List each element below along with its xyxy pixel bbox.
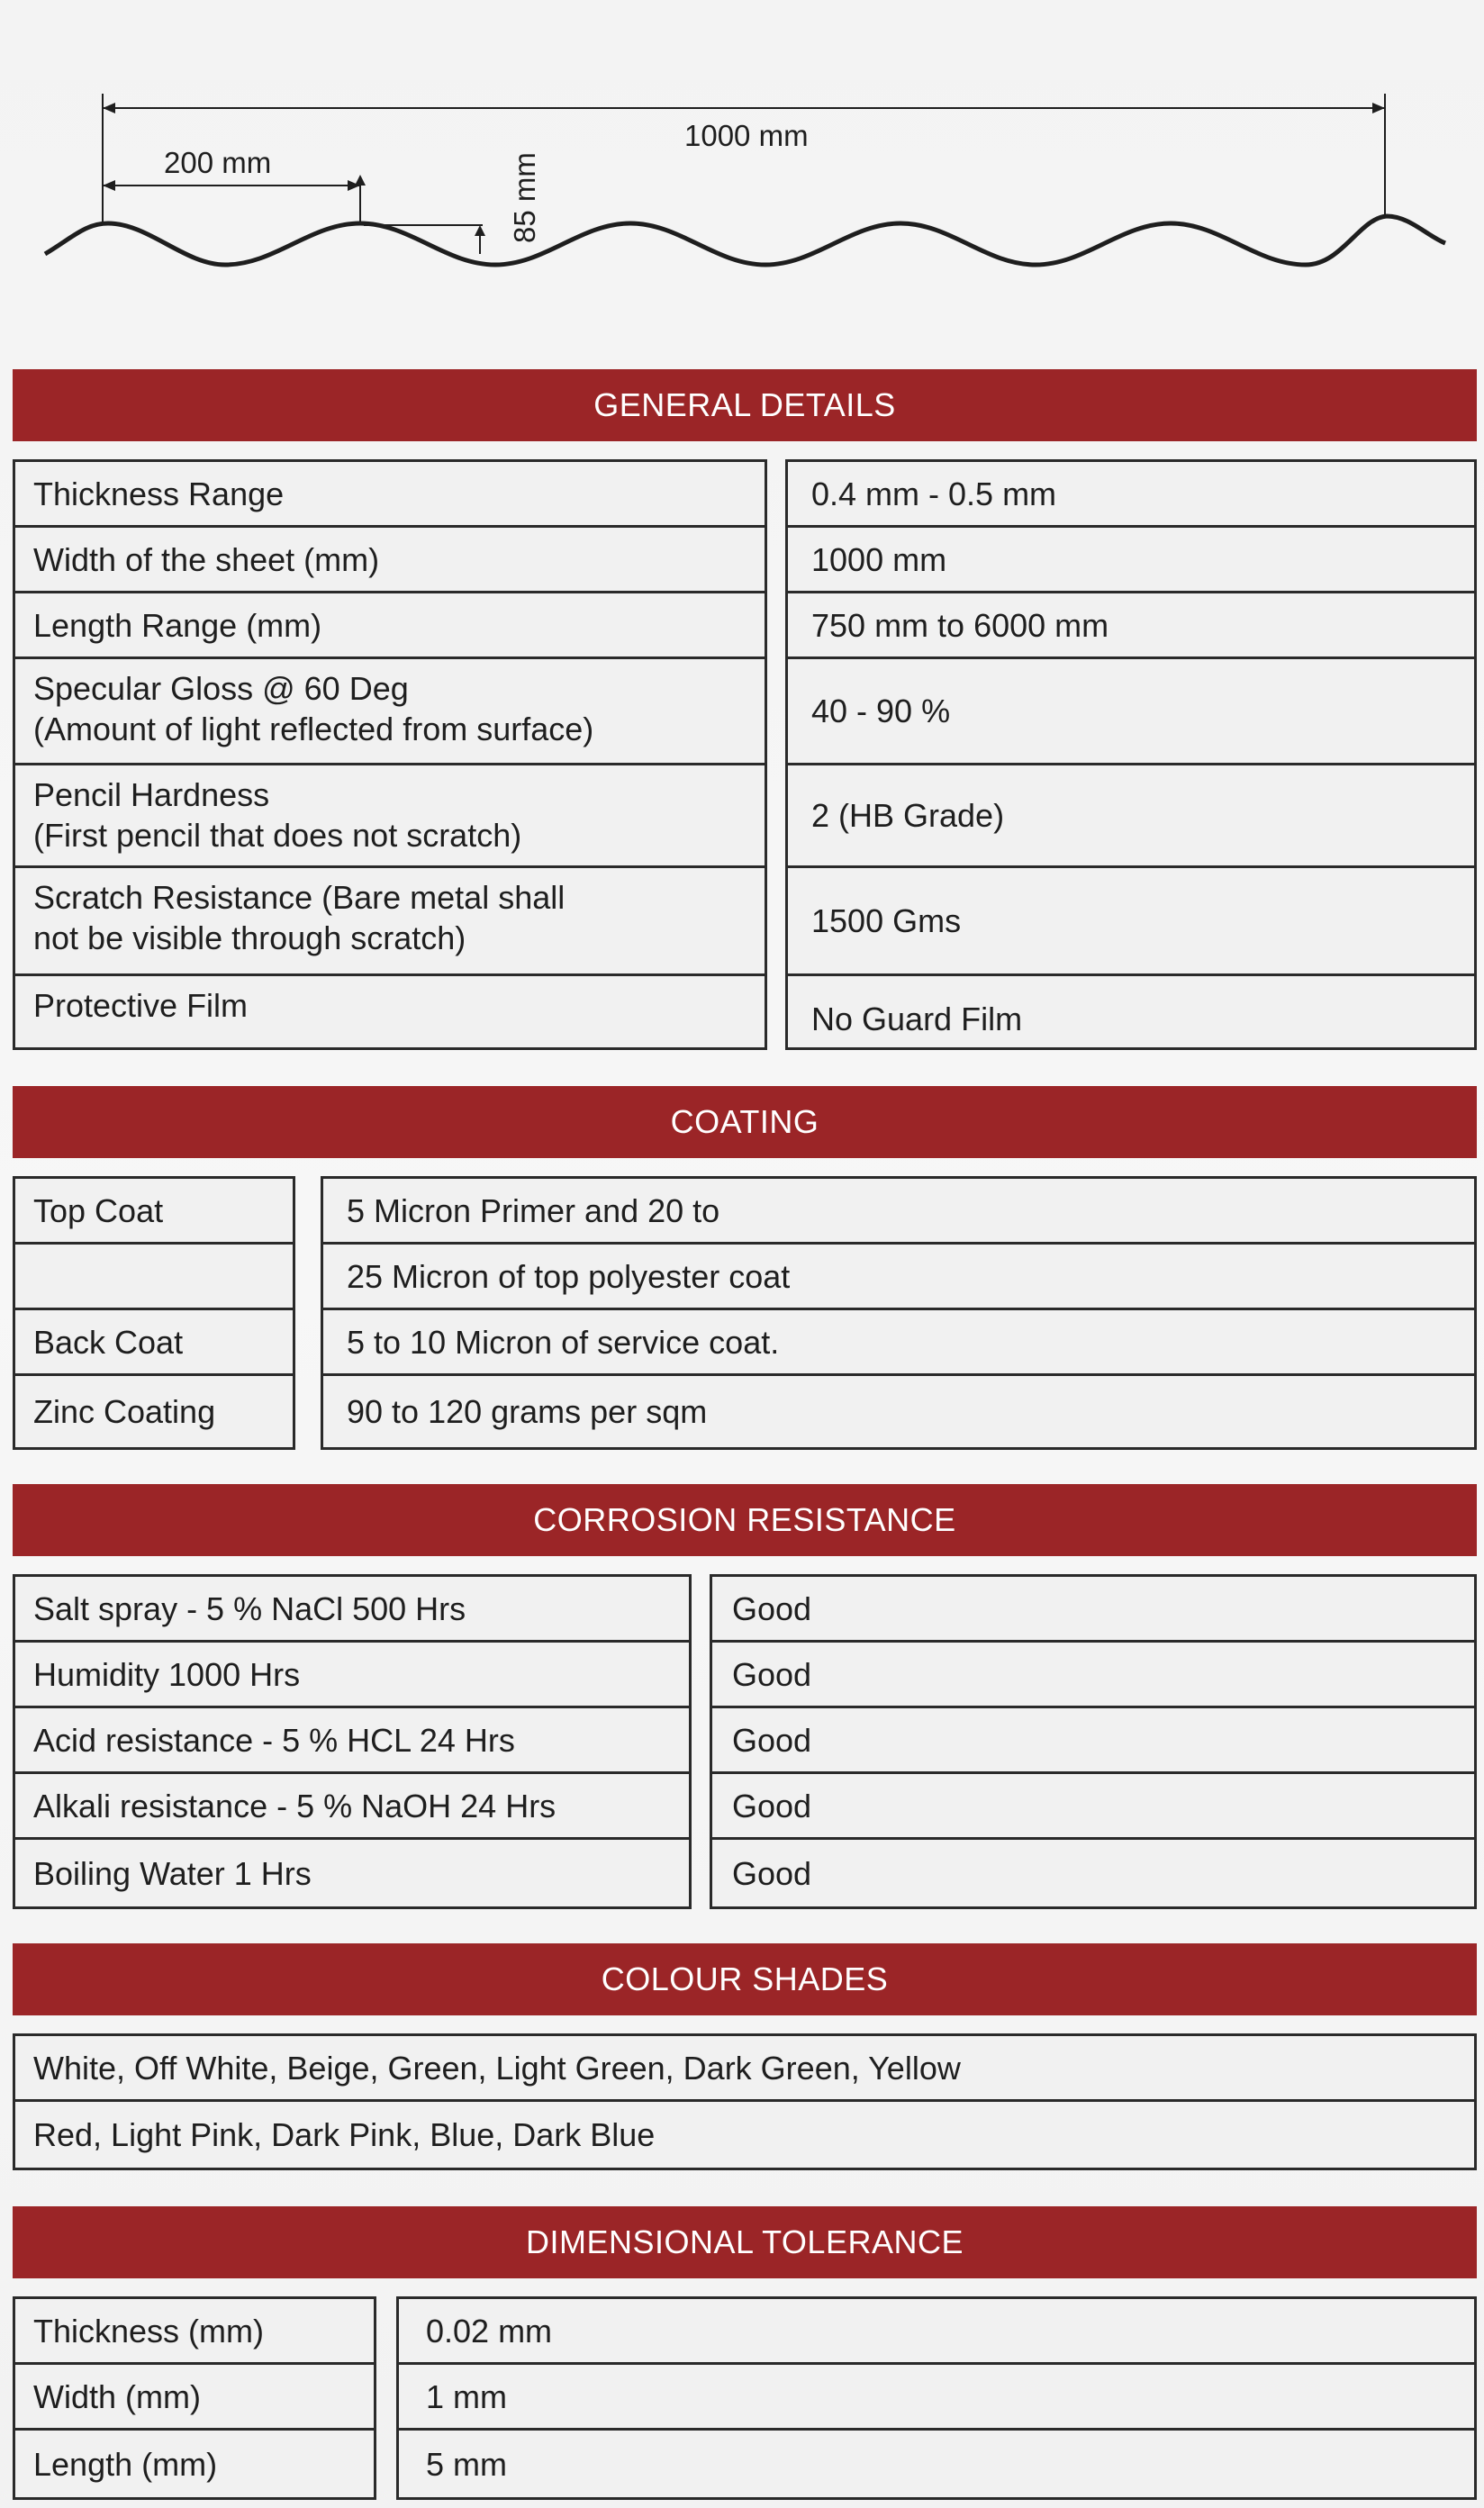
table-row: [15, 2299, 374, 2365]
spec-label: Length Range (mm): [33, 606, 322, 644]
table-row: [15, 2036, 1474, 2102]
table-row: [15, 593, 765, 659]
spec-value: 2 (HB Grade): [811, 797, 1005, 834]
tolerance-label: Width (mm): [33, 2377, 201, 2415]
tolerance-label: Length (mm): [33, 2445, 218, 2483]
colour-shades-table: [13, 2033, 1477, 2170]
corrosion-labels: [13, 1574, 692, 1909]
table-row: [323, 1245, 1474, 1310]
table-row: [788, 659, 1474, 765]
corrosion-values: [710, 1574, 1477, 1909]
coating-header: COATING: [13, 1086, 1477, 1158]
table-row: [15, 659, 765, 765]
general-details-header: GENERAL DETAILS: [13, 369, 1477, 441]
table-row: [15, 2365, 374, 2431]
table-row: [788, 593, 1474, 659]
table-row: [323, 1179, 1474, 1245]
coating-values: [321, 1176, 1477, 1450]
table-row: [323, 1376, 1474, 1447]
table-row: [788, 462, 1474, 528]
spec-label: Protective Film: [33, 987, 249, 1024]
dimensional-tolerance-header: DIMENSIONAL TOLERANCE: [13, 2206, 1477, 2278]
test-result: Good: [732, 1655, 812, 1693]
test-result: Good: [732, 1787, 812, 1824]
table-row: [788, 868, 1474, 976]
table-row: [15, 765, 765, 868]
table-row: [712, 1577, 1474, 1643]
spec-label: Pencil Hardness (First pencil that does not scratch): [33, 776, 522, 854]
total-width-label: 1000 mm: [684, 119, 809, 152]
spec-label: Width of the sheet (mm): [33, 540, 380, 578]
test-label: Salt spray - 5 % NaCl 500 Hrs: [33, 1589, 466, 1627]
coating-labels: [13, 1176, 295, 1450]
colour-shades-header: COLOUR SHADES: [13, 1943, 1477, 2015]
tolerance-values: [396, 2296, 1477, 2500]
spec-label: Thickness Range: [33, 475, 285, 512]
spec-value: 1000 mm: [811, 540, 947, 578]
coating-value: 90 to 120 grams per sqm: [347, 1393, 708, 1430]
coating-value: 25 Micron of top polyester coat: [347, 1257, 791, 1295]
test-result: Good: [732, 1721, 812, 1759]
table-row: [788, 528, 1474, 593]
corrosion-resistance-header: CORROSION RESISTANCE: [13, 1484, 1477, 1556]
table-row: [15, 1245, 293, 1310]
colour-shade-list: Red, Light Pink, Dark Pink, Blue, Dark Blue: [33, 2116, 656, 2153]
table-row: [788, 976, 1474, 1047]
table-row: [323, 1310, 1474, 1376]
general-details-labels: [13, 459, 767, 1050]
table-row: [15, 868, 765, 976]
test-result: Good: [732, 1589, 812, 1627]
coating-label: Top Coat: [33, 1191, 164, 1229]
table-row: [712, 1840, 1474, 1906]
table-row: [399, 2365, 1474, 2431]
spec-value: 0.4 mm - 0.5 mm: [811, 475, 1057, 512]
table-row: [15, 528, 765, 593]
table-row: [15, 2102, 1474, 2168]
table-row: [399, 2299, 1474, 2365]
test-label: Humidity 1000 Hrs: [33, 1655, 301, 1693]
tolerance-value: 0.02 mm: [426, 2312, 553, 2350]
table-row: [15, 1376, 293, 1447]
depth-label: 85 mm: [508, 152, 541, 243]
coating-label: Zinc Coating: [33, 1393, 216, 1430]
spec-value: 40 - 90 %: [811, 693, 951, 729]
test-label: Boiling Water 1 Hrs: [33, 1854, 312, 1892]
table-row: [399, 2431, 1474, 2497]
tolerance-value: 1 mm: [426, 2377, 507, 2415]
coating-value: 5 Micron Primer and 20 to: [347, 1191, 720, 1229]
tolerance-value: 5 mm: [426, 2445, 507, 2483]
table-row: [15, 1310, 293, 1376]
table-row: [712, 1643, 1474, 1708]
spec-value: 750 mm to 6000 mm: [811, 606, 1109, 644]
spec-label: Specular Gloss @ 60 Deg (Amount of light reflected from surface): [33, 670, 594, 747]
tolerance-labels: [13, 2296, 376, 2500]
test-result: Good: [732, 1854, 812, 1892]
table-row: [15, 1708, 689, 1774]
table-row: [15, 1179, 293, 1245]
spec-value: No Guard Film: [811, 1000, 1023, 1037]
spec-label: Scratch Resistance (Bare metal shall not be visible through scratch): [33, 879, 566, 956]
table-row: [15, 1643, 689, 1708]
table-row: [712, 1708, 1474, 1774]
table-row: [15, 976, 765, 1047]
table-row: [15, 462, 765, 528]
tolerance-label: Thickness (mm): [33, 2312, 265, 2350]
pitch-label: 200 mm: [164, 146, 272, 179]
table-row: [15, 1577, 689, 1643]
table-row: [15, 1774, 689, 1840]
table-row: [15, 2431, 374, 2497]
spec-value: 1500 Gms: [811, 902, 962, 939]
test-label: Acid resistance - 5 % HCL 24 Hrs: [33, 1721, 515, 1759]
table-row: [15, 1840, 689, 1906]
general-details-values: [785, 459, 1477, 1050]
table-row: [788, 765, 1474, 868]
colour-shade-list: White, Off White, Beige, Green, Light Green, Dark Green, Yellow: [33, 2049, 961, 2087]
table-row: [712, 1774, 1474, 1840]
coating-value: 5 to 10 Micron of service coat.: [347, 1323, 780, 1361]
sheet-profile-diagram: [0, 0, 1484, 324]
test-label: Alkali resistance - 5 % NaOH 24 Hrs: [33, 1787, 556, 1824]
coating-label: Back Coat: [33, 1323, 184, 1361]
